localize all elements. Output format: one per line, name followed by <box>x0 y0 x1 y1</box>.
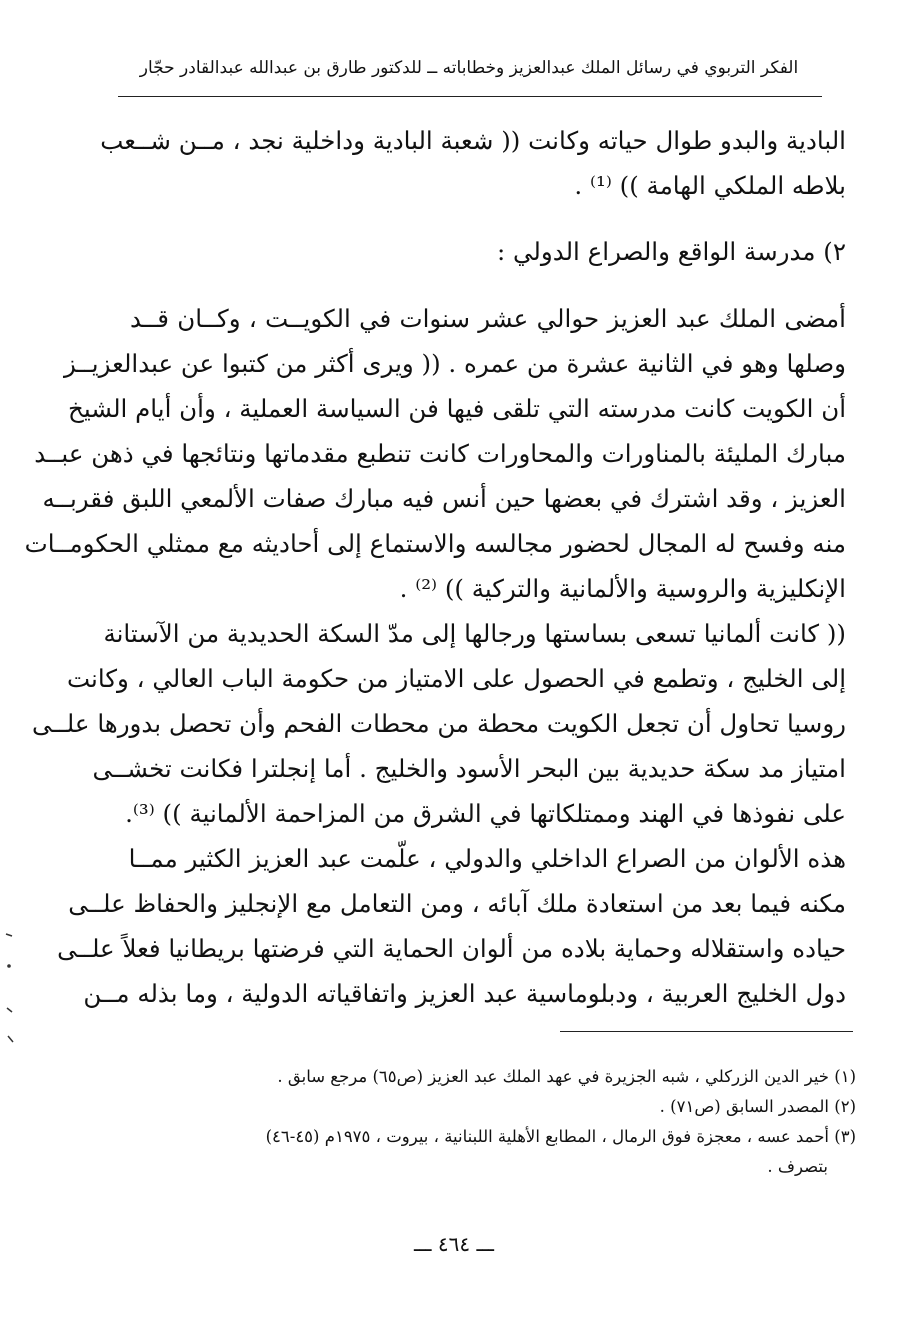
body-line: البادية والبدو طوال حياته وكانت (( شعبة البادية وداخلية نجد ، مــن شــعب <box>100 126 846 155</box>
header-rule <box>118 96 822 97</box>
quote-line: روسيا تحاول أن تجعل الكويت محطة من محطات الفحم وأن تحصل بدورها علــى <box>32 709 846 738</box>
margin-scan-marks <box>4 930 16 1050</box>
paragraph-gap <box>130 278 846 296</box>
quote-line: (( كانت ألمانيا تسعى بساستها ورجالها إلى مدّ السكة الحديدية من الآستانة <box>103 619 846 648</box>
footnotes <box>150 1062 856 1182</box>
body-text <box>24 118 846 1016</box>
body-line: مبارك المليئة بالمناورات والمحاورات كانت تنطبع مقدماتها ونتائجها في ذهن عبــد <box>34 439 846 468</box>
footnote-rule <box>560 1031 853 1032</box>
footnote-3-continuation: بتصرف . <box>767 1157 828 1176</box>
body-line: العزيز ، وقد اشترك في بعضها حين أنس فيه مبارك صفات الألمعي اللبق فقربــه <box>42 484 846 513</box>
page-number: ـــ ٤٦٤ ـــ <box>413 1232 495 1256</box>
paragraph-gap <box>130 208 846 226</box>
running-header: الفكر التربوي في رسائل الملك عبدالعزيز وخطاباته ــ للدكتور طارق بن عبدالله عبدالقادر حجّار <box>139 58 799 78</box>
section-heading: ٢) مدرسة الواقع والصراع الدولي : <box>496 237 846 266</box>
footnote-3: (٣) أحمد عسه ، معجزة فوق الرمال ، المطابع الأهلية اللبنانية ، بيروت ، ١٩٧٥م (٤٥-٤٦) <box>265 1127 856 1146</box>
body-line: بلاطه الملكي الهامة )) ⁽¹⁾ . <box>574 171 846 200</box>
body-line: وصلها وهو في الثانية عشرة من عمره . (( ويرى أكثر من كتبوا عن عبدالعزيــز <box>63 349 846 378</box>
quote-line: إلى الخليج ، وتطمع في الحصول على الامتياز من حكومة الباب العالي ، وكانت <box>67 664 846 693</box>
body-line: هذه الألوان من الصراع الداخلي والدولي ، علّمت عبد العزيز الكثير ممــا <box>128 844 846 873</box>
body-line: أن الكويت كانت مدرسته التي تلقى فيها فن السياسة العملية ، وأن أيام الشيخ <box>68 394 846 423</box>
body-line: منه وفسح له المجال لحضور مجالسه والاستماع إلى أحاديثه مع ممثلي الحكومــات <box>24 529 846 558</box>
footnote-1: (١) خير الدين الزركلي ، شبه الجزيرة في عهد الملك عبد العزيز (ص٦٥) مرجع سابق . <box>277 1067 856 1086</box>
body-line: أمضى الملك عبد العزيز حوالي عشر سنوات في الكويــت ، وكــان قــد <box>130 304 846 333</box>
body-line: مكنه فيما بعد من استعادة ملك آبائه ، ومن التعامل مع الإنجليز والحفاظ علــى <box>68 889 846 918</box>
footnote-2: (٢) المصدر السابق (ص٧١) . <box>659 1097 856 1116</box>
body-line: الإنكليزية والروسية والألمانية والتركية )) ⁽²⁾ . <box>399 574 846 603</box>
quote-line: على نفوذها في الهند وممتلكاتها في الشرق من المزاحمة الألمانية )) ⁽³⁾. <box>125 799 846 828</box>
body-line: دول الخليج العربية ، ودبلوماسية عبد العزيز واتفاقياته الدولية ، وما بذله مــن <box>83 979 846 1008</box>
body-line: حياده واستقلاله وحماية بلاده من ألوان الحماية التي فرضتها بريطانيا فعلاً علــى <box>57 934 846 963</box>
quote-line: امتياز مد سكة حديدية بين البحر الأسود والخليج . أما إنجلترا فكانت تخشــى <box>92 754 846 783</box>
